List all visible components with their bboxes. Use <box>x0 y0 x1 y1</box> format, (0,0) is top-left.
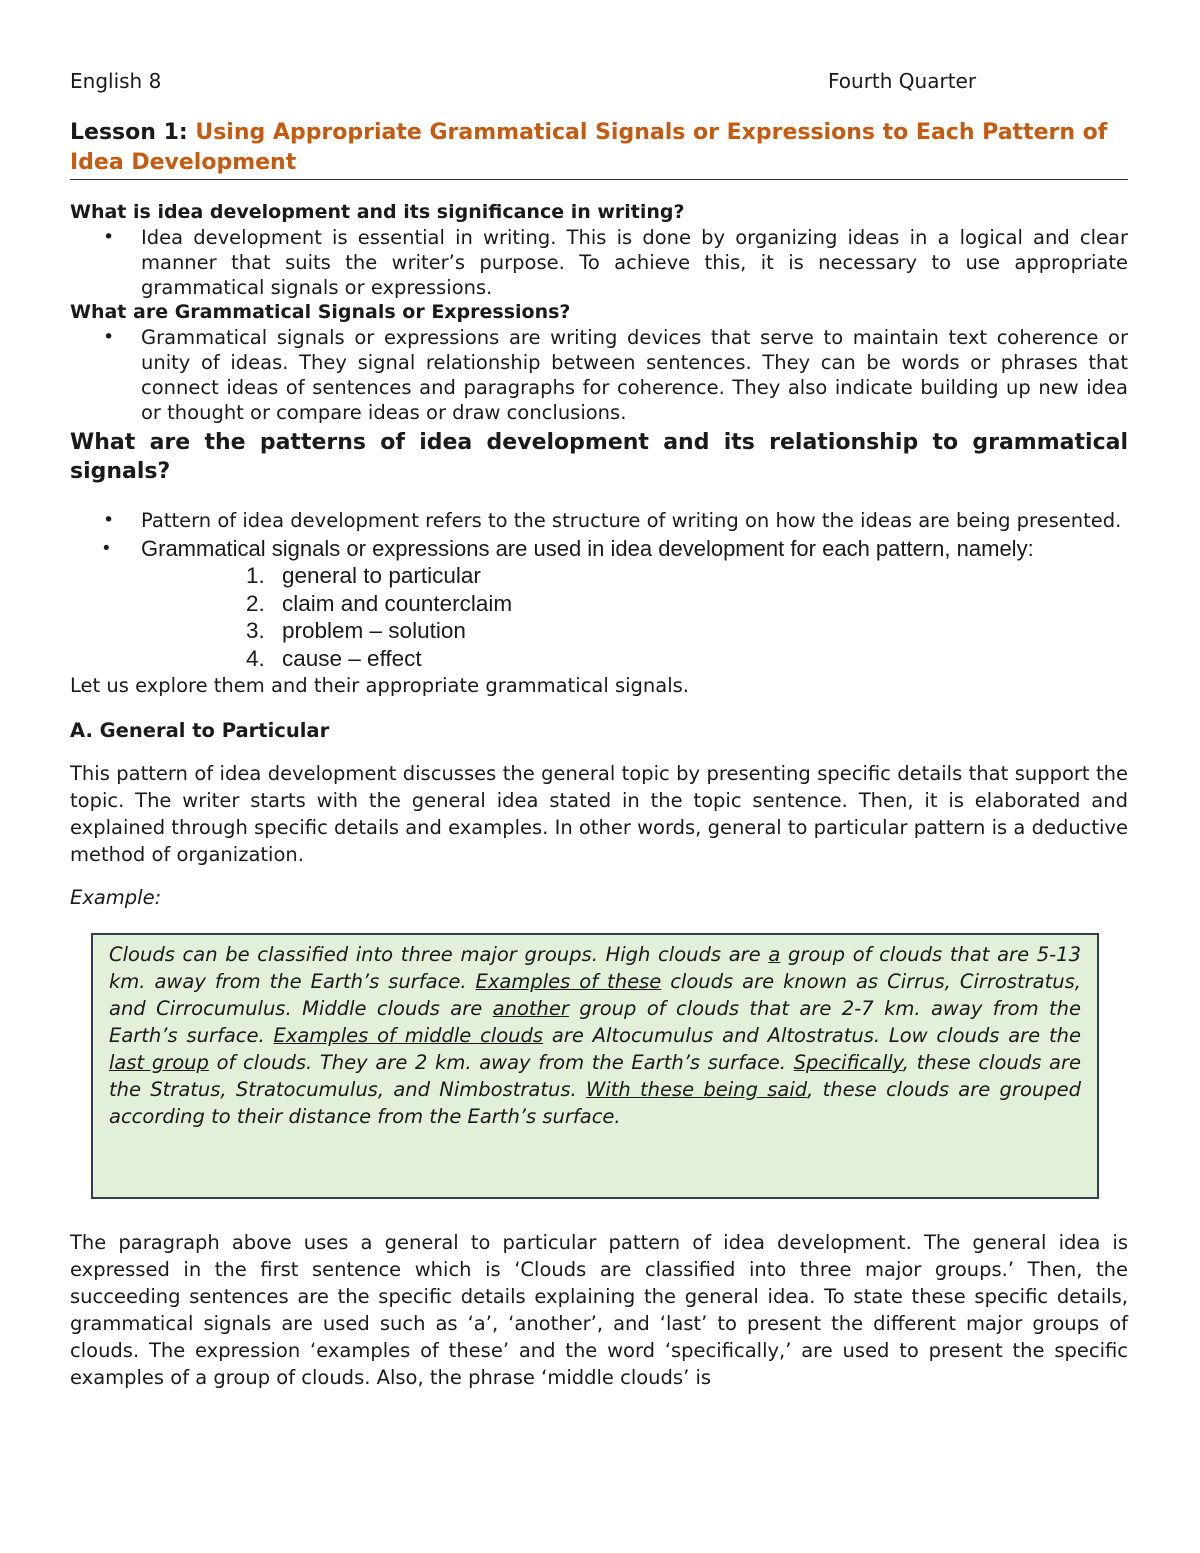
bullet-list-3 <box>70 508 1128 562</box>
lesson-prefix: Lesson 1: <box>70 120 196 145</box>
example-label: Example: <box>70 886 162 909</box>
bullet-list-2 <box>70 325 1128 425</box>
patterns-list <box>70 562 1128 672</box>
quarter-label: Fourth Quarter <box>828 69 977 93</box>
bullet-text: Grammatical signals or expressions are writing devices that serve to maintain text coherence or unity of ideas. They signal relationship between sentences. They can be words or phrases that connect ideas of sentences and paragraphs for coherence. They also indicate building up new idea or thought or compare ideas or draw conclusions. <box>141 326 1128 424</box>
explore-text: Let us explore them and their appropriate grammatical signals. <box>70 674 690 697</box>
question-heading-1: What is idea development and its significance in writing? <box>70 201 685 223</box>
lesson-title <box>70 118 1128 180</box>
lesson-title-text: Using Appropriate Grammatical Signals or Expressions to Each Pattern of Idea Development <box>70 120 1108 175</box>
example-box: Clouds can be classified into three major groups. High clouds are a group of clouds that are 5-13 km. away from the Earth’s surface. Examples of these clouds are known as Cirrus, Cirrostratus, and Cirrocumulus. Middle clouds are another group of clouds that are 2-7 km. away from the Earth’s surface. Examples of middle clouds are Altocumulus and Altostratus. Low clouds are the last group of clouds. They are 2 km. away from the Earth’s surface. Specifically, these clouds are the Stratus, Stratocumulus, and Nimbostratus. With these being said, these clouds are grouped according to their distance from the Earth’s surface. <box>91 933 1099 1199</box>
list-item <box>70 325 1128 425</box>
list-item <box>70 508 1128 533</box>
pattern-item: 2. claim and counterclaim <box>246 590 513 616</box>
page-header <box>70 66 1128 96</box>
signal-underline: Specifically <box>793 1051 903 1074</box>
list-item <box>70 535 1128 562</box>
section-a-paragraph: This pattern of idea development discusses the general topic by presenting specific details that support the topic. The writer starts with the general idea stated in the topic sentence. Then, it is elaborated and explained through specific details and examples. In other words, general to particular pattern is a deductive method of organization. <box>70 762 1128 866</box>
bullet-icon: • <box>103 509 115 531</box>
bullet-text: Pattern of idea development refers to the structure of writing on how the ideas are being presented. <box>141 509 1122 532</box>
bullet-icon: • <box>103 226 115 248</box>
list-item <box>70 225 1128 300</box>
signal-underline: another <box>492 997 569 1020</box>
signal-underline: Examples of these <box>475 970 662 993</box>
bullet-text: Idea development is essential in writing. This is done by organizing ideas in a logical and clear manner that suits the writer’s purpose. To achieve this, it is necessary to use appropriate grammatical signals or expressions. <box>141 226 1128 299</box>
bullet-icon: • <box>103 538 110 559</box>
question-heading-2: What are Grammatical Signals or Expressions? <box>70 301 571 323</box>
explanation-paragraph: The paragraph above uses a general to particular pattern of idea development. The general idea is expressed in the first sentence which is ‘Clouds are classified into three major groups.’ Then, the succeeding sentences are the specific details explaining the general idea. To state these specific details, grammatical signals are used such as ‘a’, ‘another’, and ‘last’ to present the different major groups of clouds. The expression ‘examples of these’ and the word ‘specifically,’ are used to present the specific examples of a group of clouds. Also, the phrase ‘middle clouds’ is <box>70 1231 1128 1389</box>
pattern-item: 1. general to particular <box>246 563 481 588</box>
pattern-item: 3. problem – solution <box>246 618 466 643</box>
bullet-list-1 <box>70 225 1128 300</box>
pattern-item: 4. cause – effect <box>246 645 422 671</box>
section-a-heading: A. General to Particular <box>70 719 330 742</box>
question-heading-3: What are the patterns of idea development and its relationship to grammatical signals? <box>70 430 1128 484</box>
signal-underline: last group <box>109 1051 209 1074</box>
bullet-icon: • <box>103 326 115 348</box>
signal-underline: With these being said <box>586 1078 808 1101</box>
signal-underline: a <box>768 943 781 966</box>
document-page <box>70 66 1128 1391</box>
bullet-text: Grammatical signals or expressions are used in idea development for each pattern, namely: <box>141 536 1034 561</box>
signal-underline: Examples of middle clouds <box>273 1024 544 1047</box>
subject-label: English 8 <box>70 69 162 93</box>
